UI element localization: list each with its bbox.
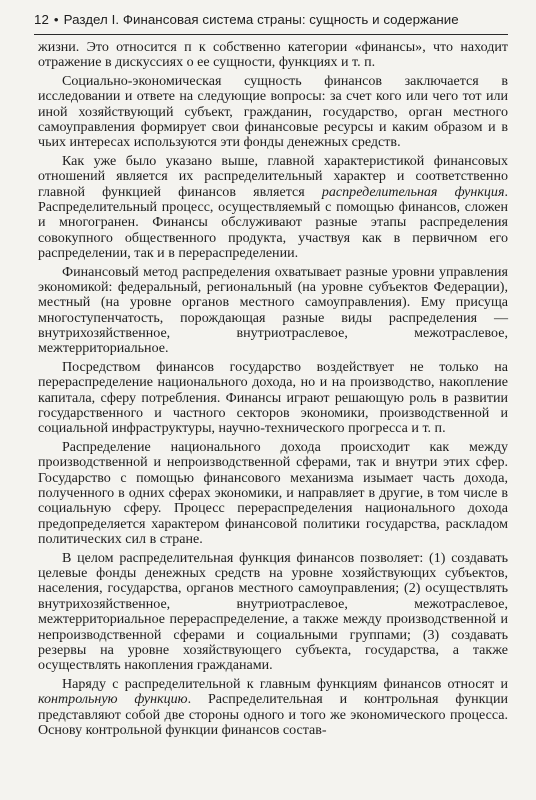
header-bullet: • xyxy=(53,12,59,27)
section-title: Раздел I. Финансовая система страны: сущность и содержание xyxy=(63,12,459,27)
running-head xyxy=(34,12,508,27)
paragraph-text: . Распределительная и контрольная функции представляют собой две стороны одного и того же экономического процесса. Основу контрольной функции финансов состав- xyxy=(38,691,508,738)
emphasis-distributive-function: распределительная функция xyxy=(321,183,505,200)
paragraph-1 xyxy=(38,40,508,71)
page-number: 12 xyxy=(34,12,49,27)
header-rule xyxy=(34,34,508,35)
paragraph-7 xyxy=(38,551,508,674)
paragraph-2 xyxy=(38,74,508,151)
paragraph-6 xyxy=(38,440,508,547)
paragraph-text: . Распределительный процесс, осуществляемый с помощью финансов, сложен и многогранен. Финансы обслуживают разные этапы распределения совокупного общественного продукта, участвуя как в первичном его распределении, так и в перераспределении. xyxy=(38,183,508,262)
paragraph-5 xyxy=(38,360,508,437)
paragraph-text: Посредством финансов государство воздействует не только на перераспределение национального дохода, но и на производство, накопление капитала, сферу потребления. Финансы играют решающую роль в развитии государственного и частного секторов экономики, производственной и социальной инфраструктуры, научно-технического прогресса и т. п. xyxy=(38,359,508,437)
body-text xyxy=(38,40,508,738)
emphasis-control-function: контрольную функцию xyxy=(38,691,188,708)
paragraph-text: Наряду с распределительной к главным функциям финансов относят и xyxy=(62,675,508,692)
paragraph-text: В целом распределительная функция финансов позволяет: (1) создавать целевые фонды денежных средств на уровне хозяйствующих субъектов, населения, государства, органов местного самоуправления; (2) осуществлять внутрихозяйственное, внутриотраслевое, межотраслевое, межтерриториальное перераспределение, а также между производственной и непроизводственной сферами и социальными группами; (3) создавать резервы на уровне хозяйствующего субъекта, государства, а также осуществлять накопления гражданами. xyxy=(38,549,508,674)
paragraph-text: Как уже было указано выше, главной характеристикой финансовых отношений является их распределительный характер и соответственно главной функцией финансов является xyxy=(38,153,508,200)
paragraph-text: Финансовый метод распределения охватывает разные уровни управления экономикой: федеральный, региональный (на уровне субъектов Федерации), местный (на уровне органов местного самоуправления). Ему присуща многоступенчатость, порождающая разные виды распределения — внутрихозяйственное, внутриотраслевое, межотраслевое, межтерриториальное. xyxy=(38,263,508,357)
paragraph-text: жизни. Это относится п к собственно категории «финансы», что находит отражение в дискуссиях о ее сущности, функциях и т. п. xyxy=(38,39,508,71)
paragraph-3 xyxy=(38,154,508,261)
paragraph-text: Социально-экономическая сущность финансов заключается в исследовании и ответе на следующие вопросы: за счет кого или чего тот или иной хозяйствующий субъект, гражданин, государство, орган местного самоуправления формирует свои финансовые ресурсы и каким образом и в чьих интересах используются эти фонды денежных средств. xyxy=(38,72,508,151)
paragraph-text: Распределение национального дохода происходит как между производственной и непроизводственной сферами, так и внутри этих сфер. Государство с помощью финансового механизма изымает часть дохода, полученного в одних сферах экономики, и направляет в другие, в том числе в социальную сферу. Процесс перераспределения национального дохода предопределяется характером финансовой политики государства, раскладом политических сил в стране. xyxy=(38,439,508,548)
paragraph-4 xyxy=(38,265,508,357)
paragraph-8 xyxy=(38,677,508,738)
